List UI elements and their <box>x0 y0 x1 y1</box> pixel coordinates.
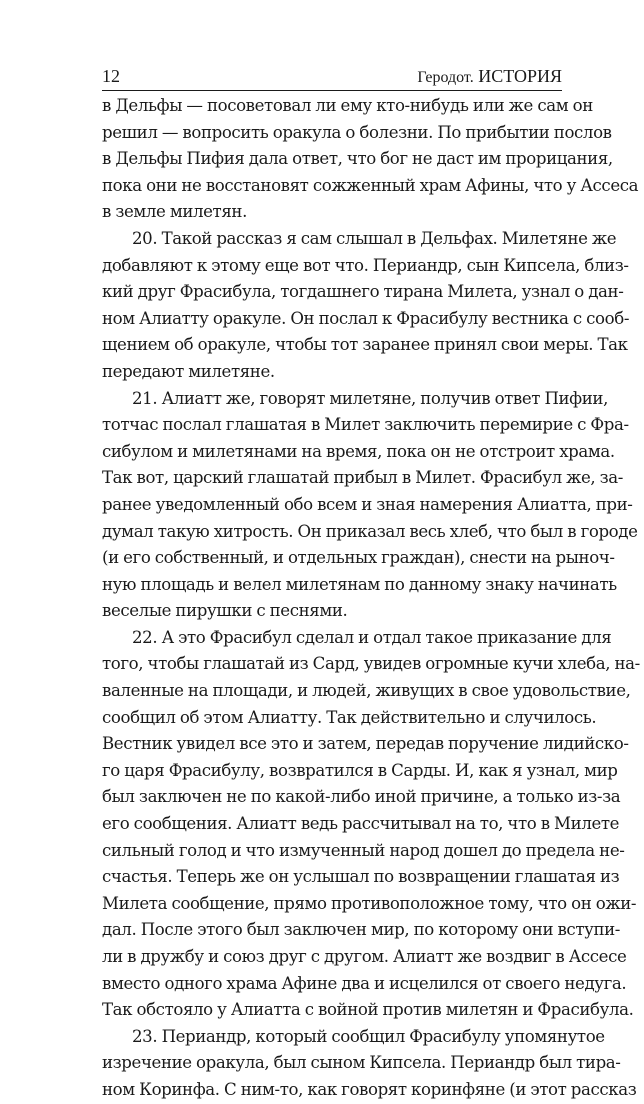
text-line: в Дельфы — посоветовал ли ему кто-нибудь или же сам он <box>102 96 593 115</box>
book-page <box>102 60 640 1099</box>
text-line: был заключен не по какой-либо иной причине, а только из-за <box>102 787 621 807</box>
text-line: 22. А это Фрасибул сделал и отдал такое приказание для <box>132 627 612 647</box>
text-line: 23. Периандр, который сообщил Фрасибулу упомянутое <box>132 1026 605 1046</box>
text-line: Милета сообщение, прямо противоположное тому, что он ожи- <box>102 893 637 913</box>
running-head <box>102 60 562 91</box>
text-line: добавляют к этому еще вот что. Периандр, сын Кипсела, близ- <box>102 255 629 275</box>
text-line: счастья. Теперь же он услышал по возвращении глашатая из <box>102 867 620 887</box>
text-line: тотчас послал глашатая в Милет заключить перемирие с Фра- <box>102 415 629 435</box>
page-number: 12 <box>102 66 120 86</box>
text-line: сообщил об этом Алиатту. Так действительно и случилось. <box>102 707 597 727</box>
text-line: веселые пирушки с песнями. <box>102 601 348 621</box>
text-line: того, чтобы глашатай из Сард, увидев огромные кучи хлеба, на- <box>102 654 640 674</box>
text-line: думал такую хитрость. Он приказал весь хлеб, что был в городе <box>102 521 638 541</box>
text-line: сильный голод и что измученный народ дошел до предела не- <box>102 840 625 860</box>
text-line: сибулом и милетянами на время, пока он не отстроит храма. <box>102 441 615 461</box>
text-line: передают милетяне. <box>102 361 275 381</box>
running-title-author: Геродот. <box>417 69 474 86</box>
text-line: го царя Фрасибулу, возвратился в Сарды. И, как я узнал, мир <box>102 760 618 780</box>
text-line: ном Коринфа. С ним-то, как говорят коринфяне (и этот рассказ <box>102 1079 637 1099</box>
running-title <box>417 66 562 87</box>
text-line: валенные на площади, и людей, живущих в свое удовольствие, <box>102 681 631 701</box>
text-line: в земле милетян. <box>102 202 247 222</box>
text-line: ном Алиатту оракуле. Он послал к Фрасибулу вестника с сооб- <box>102 308 630 328</box>
text-line: 20. Такой рассказ я сам слышал в Дельфах. Милетяне же <box>132 228 617 248</box>
body-text <box>102 93 640 1104</box>
text-line: Так обстояло у Алиатта с войной против милетян и Фрасибула. <box>102 1000 634 1020</box>
text-line: Вестник увидел все это и затем, передав поручение лидийско- <box>102 734 629 754</box>
text-line: 21. Алиатт же, говорят милетяне, получив ответ Пифии, <box>132 388 608 408</box>
text-line: его сообщения. Алиатт ведь рассчитывал на то, что в Милете <box>102 814 620 834</box>
text-line: ли в дружбу и союз друг с другом. Алиатт же воздвиг в Ассесе <box>102 947 627 966</box>
paragraph <box>102 625 640 1024</box>
text-line: Так вот, царский глашатай прибыл в Милет. Фрасибул же, за- <box>102 468 623 488</box>
paragraph <box>102 93 639 226</box>
text-line: щением об оракуле, чтобы тот заранее принял свои меры. Так <box>102 335 628 355</box>
text-line: кий друг Фрасибула, тогдашнего тирана Милета, узнал о дан- <box>102 282 624 302</box>
paragraph <box>102 226 630 386</box>
text-line: ную площадь и велел милетянам по данному знаку начинать <box>102 574 617 594</box>
text-line: решил — вопросить оракула о болезни. По прибытии послов <box>102 122 612 142</box>
text-line: изречение оракула, был сыном Кипсела. Периандр был тира- <box>102 1053 621 1073</box>
text-line: дал. После этого был заключен мир, по которому они вступи- <box>102 920 620 940</box>
paragraph <box>102 1024 637 1104</box>
text-line: пока они не восстановят сожженный храм Афины, что у Ассеса <box>102 175 639 195</box>
text-line: в Дельфы Пифия дала ответ, что бог не даст им прорицания, <box>102 149 613 169</box>
text-line: вместо одного храма Афине два и исцелился от своего недуга. <box>102 973 627 993</box>
text-line: (и его собственный, и отдельных граждан), снести на рыноч- <box>102 548 615 568</box>
paragraph <box>102 386 638 625</box>
text-line: ранее уведомленный обо всем и зная намерения Алиатта, при- <box>102 494 633 514</box>
running-title-book: ИСТОРИЯ <box>478 66 562 86</box>
